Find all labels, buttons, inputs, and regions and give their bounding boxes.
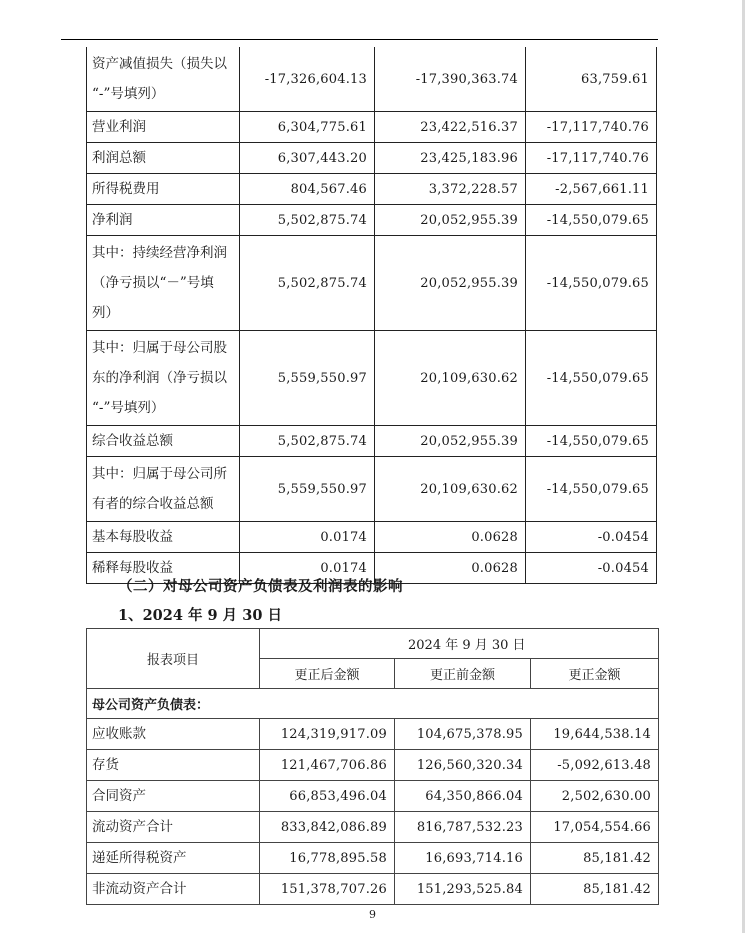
diff-amount: -14,550,079.65 — [526, 236, 657, 331]
before-amount: -17,390,363.74 — [375, 47, 526, 112]
table-row — [87, 843, 659, 874]
table-row — [87, 750, 659, 781]
before-amount: 0.0628 — [375, 522, 526, 553]
row-label: 利润总额 — [87, 143, 240, 174]
table-row — [87, 781, 659, 812]
row-label: 基本每股收益 — [87, 522, 240, 553]
section-label: 母公司资产负债表： — [87, 689, 659, 719]
table-row — [87, 457, 657, 522]
row-label — [87, 47, 240, 112]
page-header-rule — [61, 39, 658, 40]
diff-amount: -14,550,079.65 — [526, 426, 657, 457]
after-amount: 16,778,895.58 — [260, 843, 395, 874]
table-row — [87, 331, 657, 426]
before-amount: 0.0628 — [375, 553, 526, 584]
before-amount: 64,350,866.04 — [395, 781, 531, 812]
before-amount: 20,052,955.39 — [375, 205, 526, 236]
table-row — [87, 719, 659, 750]
row-label: 净利润 — [87, 205, 240, 236]
parent-balance-sheet-correction-table — [86, 628, 659, 905]
before-amount: 23,422,516.37 — [375, 112, 526, 143]
table-row — [87, 112, 657, 143]
diff-amount: 2,502,630.00 — [531, 781, 659, 812]
after-amount: 5,502,875.74 — [240, 236, 375, 331]
diff-amount: -2,567,661.11 — [526, 174, 657, 205]
before-amount: 104,675,378.95 — [395, 719, 531, 750]
column-header-before: 更正前金额 — [395, 659, 531, 689]
subsection-heading: 1、2024 年 9 月 30 日 — [118, 607, 282, 624]
diff-amount: -14,550,079.65 — [526, 331, 657, 426]
label-line: 东的净利润（净亏损以 — [92, 370, 227, 386]
row-label — [87, 457, 240, 522]
before-amount: 16,693,714.16 — [395, 843, 531, 874]
after-amount: 0.0174 — [240, 553, 375, 584]
after-amount: 124,319,917.09 — [260, 719, 395, 750]
after-amount: 0.0174 — [240, 522, 375, 553]
diff-amount: 85,181.42 — [531, 874, 659, 905]
row-label: 应收账款 — [87, 719, 260, 750]
after-amount: 6,304,775.61 — [240, 112, 375, 143]
after-amount: 833,842,086.89 — [260, 812, 395, 843]
row-label: 存货 — [87, 750, 260, 781]
diff-amount: -5,092,613.48 — [531, 750, 659, 781]
label-line: 其中：归属于母公司所 — [92, 466, 227, 482]
label-line: 资产减值损失（损失以 — [92, 56, 227, 72]
diff-amount: -14,550,079.65 — [526, 205, 657, 236]
row-label: 所得税费用 — [87, 174, 240, 205]
row-label: 流动资产合计 — [87, 812, 260, 843]
column-header-diff: 更正金额 — [531, 659, 659, 689]
label-line: （净亏损以“－”号填 — [92, 275, 214, 291]
after-amount: 5,559,550.97 — [240, 331, 375, 426]
diff-amount: -14,550,079.65 — [526, 457, 657, 522]
diff-amount: -17,117,740.76 — [526, 112, 657, 143]
table-row — [87, 47, 657, 112]
diff-amount: -0.0454 — [526, 553, 657, 584]
column-header-item: 报表项目 — [87, 629, 260, 689]
table-row — [87, 205, 657, 236]
before-amount: 20,052,955.39 — [375, 236, 526, 331]
table-row — [87, 522, 657, 553]
before-amount: 816,787,532.23 — [395, 812, 531, 843]
before-amount: 3,372,228.57 — [375, 174, 526, 205]
diff-amount: -17,117,740.76 — [526, 143, 657, 174]
diff-amount: 85,181.42 — [531, 843, 659, 874]
after-amount: 66,853,496.04 — [260, 781, 395, 812]
before-amount: 151,293,525.84 — [395, 874, 531, 905]
label-line: 其中：归属于母公司股 — [92, 340, 227, 356]
before-amount: 126,560,320.34 — [395, 750, 531, 781]
diff-amount: 17,054,554.66 — [531, 812, 659, 843]
before-amount: 20,109,630.62 — [375, 457, 526, 522]
label-line: “-”号填列） — [92, 86, 165, 102]
section-heading: （二）对母公司资产负债表及利润表的影响 — [118, 579, 403, 595]
row-label: 非流动资产合计 — [87, 874, 260, 905]
income-statement-correction-table — [86, 47, 657, 584]
before-amount: 20,052,955.39 — [375, 426, 526, 457]
page-number: 9 — [369, 908, 376, 921]
table-row — [87, 812, 659, 843]
row-label — [87, 236, 240, 331]
table-row — [87, 426, 657, 457]
after-amount: 5,502,875.74 — [240, 205, 375, 236]
column-header-after: 更正后金额 — [260, 659, 395, 689]
label-line: 其中：持续经营净利润 — [92, 245, 227, 261]
after-amount: 804,567.46 — [240, 174, 375, 205]
diff-amount: 19,644,538.14 — [531, 719, 659, 750]
section-row — [87, 689, 659, 719]
column-group-header-date: 2024 年 9 月 30 日 — [260, 629, 659, 659]
after-amount: 121,467,706.86 — [260, 750, 395, 781]
table-row — [87, 143, 657, 174]
row-label: 营业利润 — [87, 112, 240, 143]
row-label: 稀释每股收益 — [87, 553, 240, 584]
after-amount: -17,326,604.13 — [240, 47, 375, 112]
label-line: 有者的综合收益总额 — [92, 496, 214, 512]
row-label: 递延所得税资产 — [87, 843, 260, 874]
row-label — [87, 331, 240, 426]
header-row — [87, 629, 659, 659]
label-line: 列） — [92, 305, 119, 321]
table-row — [87, 174, 657, 205]
table-row — [87, 874, 659, 905]
after-amount: 5,559,550.97 — [240, 457, 375, 522]
after-amount: 5,502,875.74 — [240, 426, 375, 457]
before-amount: 23,425,183.96 — [375, 143, 526, 174]
label-line: “-”号填列） — [92, 400, 165, 416]
row-label: 合同资产 — [87, 781, 260, 812]
before-amount: 20,109,630.62 — [375, 331, 526, 426]
after-amount: 6,307,443.20 — [240, 143, 375, 174]
row-label: 综合收益总额 — [87, 426, 240, 457]
diff-amount: 63,759.61 — [526, 47, 657, 112]
table-row — [87, 236, 657, 331]
after-amount: 151,378,707.26 — [260, 874, 395, 905]
diff-amount: -0.0454 — [526, 522, 657, 553]
